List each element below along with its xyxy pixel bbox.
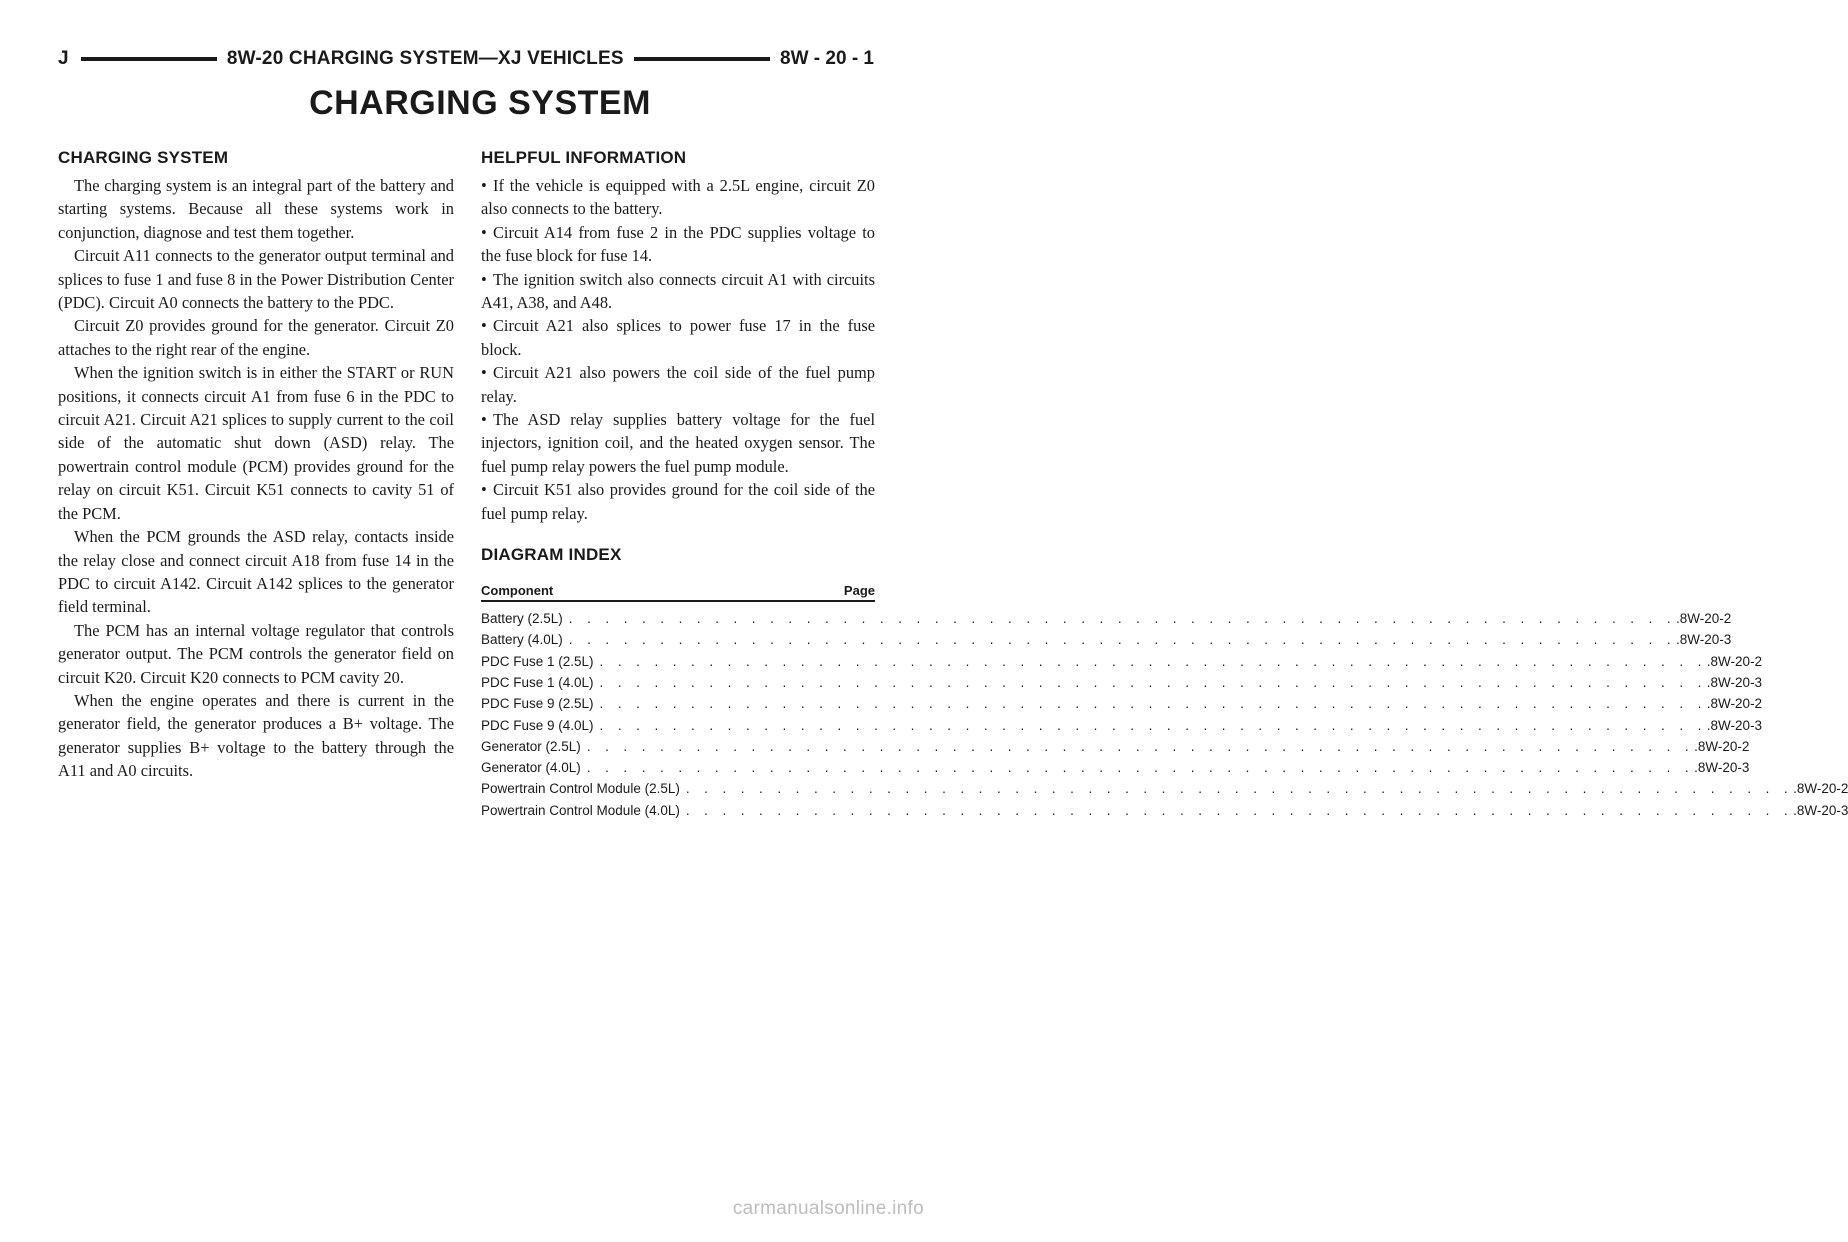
list-item-text: The ignition switch also connects circuit A1 with circuits A41, A38, and A48. bbox=[481, 269, 875, 313]
index-column-page: Page bbox=[843, 583, 875, 599]
index-component: PDC Fuse 9 (2.5L) bbox=[481, 696, 594, 712]
dot-leader: . . . . . . . . . . . . . . . . . . . . . . . . . . . . . . . . . . . . . . . . . . . . . . . . . . . . . . . . . . . . . bbox=[586, 738, 1695, 754]
index-component: Generator (4.0L) bbox=[481, 760, 581, 776]
index-component: Battery (4.0L) bbox=[481, 632, 563, 648]
index-page-ref: .8W-20-3 bbox=[1694, 760, 1750, 776]
index-component: Generator (2.5L) bbox=[481, 738, 581, 754]
index-row bbox=[481, 778, 1848, 799]
paragraph: Circuit Z0 provides ground for the generator. Circuit Z0 attaches to the right rear of the engine. bbox=[58, 316, 454, 359]
index-row bbox=[481, 651, 1763, 672]
running-header bbox=[58, 48, 874, 70]
list-item-text: Circuit A21 also powers the coil side of the fuel pump relay. bbox=[481, 363, 875, 406]
watermark: carmanualsonline.info bbox=[732, 1198, 924, 1219]
dot-leader: . . . . . . . . . . . . . . . . . . . . . . . . . . . . . . . . . . . . . . . . . . . . . . . . . . . . . . . . . . . . . bbox=[586, 760, 1695, 776]
paragraph: When the engine operates and there is current in the generator field, the generator produces a B+ voltage. The generator supplies B+ voltage to the battery through the A11 and A0 circuits. bbox=[58, 690, 454, 781]
dot-leader: . . . . . . . . . . . . . . . . . . . . . . . . . . . . . . . . . . . . . . . . . . . . . . . . . . . . . . . . . . . . . bbox=[685, 802, 1794, 818]
dot-leader: . . . . . . . . . . . . . . . . . . . . . . . . . . . . . . . . . . . . . . . . . . . . . . . . . . . . . . . . . . . . . bbox=[568, 632, 1677, 648]
index-component: PDC Fuse 9 (4.0L) bbox=[481, 717, 594, 733]
list-item bbox=[481, 408, 875, 478]
bullet-icon: • bbox=[481, 363, 487, 383]
section-heading-diagram-index: DIAGRAM INDEX bbox=[481, 545, 622, 565]
index-page-ref: .8W-20-2 bbox=[1706, 653, 1763, 669]
index-header-row bbox=[481, 583, 875, 602]
list-item bbox=[481, 174, 875, 221]
index-column-component: Component bbox=[481, 583, 554, 599]
bullet-icon: • bbox=[481, 222, 487, 242]
dot-leader: . . . . . . . . . . . . . . . . . . . . . . . . . . . . . . . . . . . . . . . . . . . . . . . . . . . . . . . . . . . . . bbox=[568, 611, 1677, 627]
list-item-text: Circuit A14 from fuse 2 in the PDC supplies voltage to the fuse block for fuse 14. bbox=[481, 222, 875, 266]
right-column bbox=[481, 148, 1848, 821]
index-page-ref: .8W-20-2 bbox=[1706, 696, 1763, 712]
index-row bbox=[481, 672, 1763, 693]
list-item bbox=[481, 268, 875, 315]
index-row bbox=[481, 693, 1763, 714]
index-page-ref: .8W-20-2 bbox=[1694, 738, 1750, 754]
header-rule-left bbox=[81, 57, 217, 61]
dot-leader: . . . . . . . . . . . . . . . . . . . . . . . . . . . . . . . . . . . . . . . . . . . . . . . . . . . . . . . . . . . . . bbox=[599, 696, 1707, 712]
index-page-ref: .8W-20-3 bbox=[1706, 717, 1763, 733]
dot-leader: . . . . . . . . . . . . . . . . . . . . . . . . . . . . . . . . . . . . . . . . . . . . . . . . . . . . . . . . . . . . . bbox=[599, 674, 1707, 690]
index-row bbox=[481, 736, 1750, 757]
index-row bbox=[481, 800, 1848, 821]
bullet-icon: • bbox=[481, 176, 487, 195]
index-page-ref: .8W-20-3 bbox=[1793, 802, 1848, 818]
paragraph: When the PCM grounds the ASD relay, contacts inside the relay close and connect circuit A18 from fuse 14 in the PDC to circuit A142. Circuit A142 splices to the generator field terminal. bbox=[58, 527, 454, 617]
index-page-ref: .8W-20-2 bbox=[1793, 781, 1848, 797]
bullet-icon: • bbox=[481, 480, 487, 500]
section-heading-charging-system: CHARGING SYSTEM bbox=[58, 148, 229, 167]
bullet-icon: • bbox=[481, 269, 487, 289]
header-section-title: 8W-20 CHARGING SYSTEM—XJ VEHICLES bbox=[226, 48, 624, 69]
header-section-letter: J bbox=[58, 48, 69, 69]
paragraph: The PCM has an internal voltage regulator that controls generator output. The PCM controls the generator field on circuit K20. Circuit K20 connects to PCM cavity 20. bbox=[58, 620, 454, 687]
section-heading-helpful-information: HELPFUL INFORMATION bbox=[481, 148, 687, 167]
list-item-text: Circuit A21 also splices to power fuse 17 in the fuse block. bbox=[481, 316, 875, 359]
diagram-index-table bbox=[481, 608, 1848, 821]
list-item bbox=[481, 361, 875, 408]
index-row bbox=[481, 757, 1750, 778]
header-page-number: 8W - 20 - 1 bbox=[780, 48, 874, 69]
page-title: CHARGING SYSTEM bbox=[309, 84, 651, 122]
list-item-text: The ASD relay supplies battery voltage for the fuel injectors, ignition coil, and the heated oxygen sensor. The fuel pump relay powers the fuel pump module. bbox=[481, 410, 875, 476]
index-component: Powertrain Control Module (2.5L) bbox=[481, 781, 680, 797]
index-component: PDC Fuse 1 (4.0L) bbox=[481, 674, 594, 690]
paragraph: Circuit A11 connects to the generator output terminal and splices to fuse 1 and fuse 8 in the Power Distribution Center (PDC). Circuit A0 connects the battery to the PDC. bbox=[58, 246, 454, 313]
left-column bbox=[58, 148, 454, 783]
dot-leader: . . . . . . . . . . . . . . . . . . . . . . . . . . . . . . . . . . . . . . . . . . . . . . . . . . . . . . . . . . . . . bbox=[599, 653, 1707, 669]
paragraph: When the ignition switch is in either the START or RUN positions, it connects circuit A1 from fuse 6 in the PDC to circuit A21. Circuit A21 splices to supply current to the coil side of the automatic shut down (ASD) relay. The powertrain control module (PCM) provides ground for the relay on circuit K51. Circuit K51 connects to cavity 51 of the PCM. bbox=[58, 363, 454, 523]
paragraph: The charging system is an integral part of the battery and starting systems. Because all these systems work in conjunction, diagnose and test them together. bbox=[58, 176, 454, 242]
bullet-icon: • bbox=[481, 316, 487, 336]
list-item bbox=[481, 314, 875, 361]
index-component: Powertrain Control Module (4.0L) bbox=[481, 802, 680, 818]
header-rule-right bbox=[634, 57, 770, 61]
index-page-ref: .8W-20-2 bbox=[1676, 611, 1732, 627]
index-component: Battery (2.5L) bbox=[481, 611, 563, 627]
list-item-text: Circuit K51 also provides ground for the coil side of the fuel pump relay. bbox=[481, 480, 875, 523]
index-row bbox=[481, 629, 1732, 650]
dot-leader: . . . . . . . . . . . . . . . . . . . . . . . . . . . . . . . . . . . . . . . . . . . . . . . . . . . . . . . . . . . . . bbox=[599, 717, 1707, 733]
list-item bbox=[481, 478, 875, 525]
index-page-ref: .8W-20-3 bbox=[1706, 674, 1763, 690]
charging-system-body bbox=[58, 174, 454, 783]
dot-leader: . . . . . . . . . . . . . . . . . . . . . . . . . . . . . . . . . . . . . . . . . . . . . . . . . . . . . . . . . . . . . bbox=[685, 781, 1794, 797]
list-item bbox=[481, 221, 875, 268]
index-component: PDC Fuse 1 (2.5L) bbox=[481, 653, 594, 669]
list-item-text: If the vehicle is equipped with a 2.5L engine, circuit Z0 also connects to the battery. bbox=[481, 176, 875, 219]
index-page-ref: .8W-20-3 bbox=[1676, 632, 1732, 648]
helpful-information-list bbox=[481, 174, 875, 525]
index-row bbox=[481, 608, 1732, 629]
index-row bbox=[481, 715, 1763, 736]
bullet-icon: • bbox=[481, 410, 487, 430]
